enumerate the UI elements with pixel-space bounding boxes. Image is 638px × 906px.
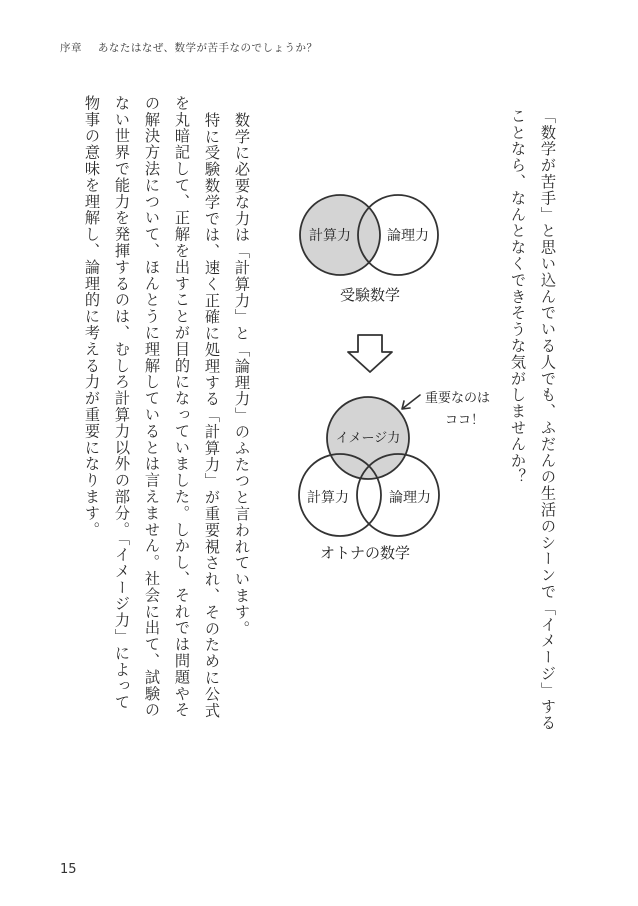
logic-label-top: 論理力 <box>387 228 429 244</box>
body-line-1: 数学に必要な力は「計算力」と「論理力」のふたつと言われています。 <box>233 112 251 637</box>
adult-math-caption: オトナの数学 <box>319 544 411 562</box>
body-line-5: ない世界で能力を発揮するのは、むしろ計算力以外の部分。「イメージ力」によって <box>113 95 131 711</box>
intro-line-2: ことなら、なんとなくできそうな気がしませんか？ <box>509 108 527 486</box>
adult-math-venn <box>299 397 439 562</box>
page-number: 15 <box>60 862 77 877</box>
running-header <box>60 40 318 55</box>
body-line-3: を丸暗記して、正解を出すことが目的になっていました。しかし、それでは問題やそ <box>173 95 191 719</box>
important-note <box>402 391 490 428</box>
calc-label-top: 計算力 <box>309 228 351 244</box>
down-arrow-icon <box>348 335 392 372</box>
exam-math-caption: 受験数学 <box>339 286 401 304</box>
venn-diagram <box>280 180 500 580</box>
note-line-1: 重要なのは <box>425 391 491 406</box>
chapter-title: あなたはなぜ、数学が苦手なのでしょうか？ <box>97 42 318 54</box>
body-line-2: 特に受験数学では、速く正確に処理する「計算力」が重要視され、そのために公式 <box>203 112 221 719</box>
note-line-2: ココ！ <box>445 413 485 428</box>
body-line-4: の解決方法について、ほんとうに理解しているとは言えません。社会に出て、試験の <box>143 95 161 719</box>
body-line-6: 物事の意味を理解し、論理的に考える力が重要になります。 <box>83 95 101 538</box>
logic-label-bottom: 論理力 <box>389 490 431 506</box>
calc-label-bottom: 計算力 <box>307 490 349 506</box>
chapter-label: 序章 <box>60 42 82 54</box>
note-arrow-icon <box>402 395 420 409</box>
exam-math-venn <box>300 195 438 304</box>
intro-line-1: 「数学が苦手」と思い込んでいる人でも、ふだんの生活のシーンで「イメージ」する <box>539 108 557 732</box>
image-label: イメージ力 <box>335 431 401 446</box>
